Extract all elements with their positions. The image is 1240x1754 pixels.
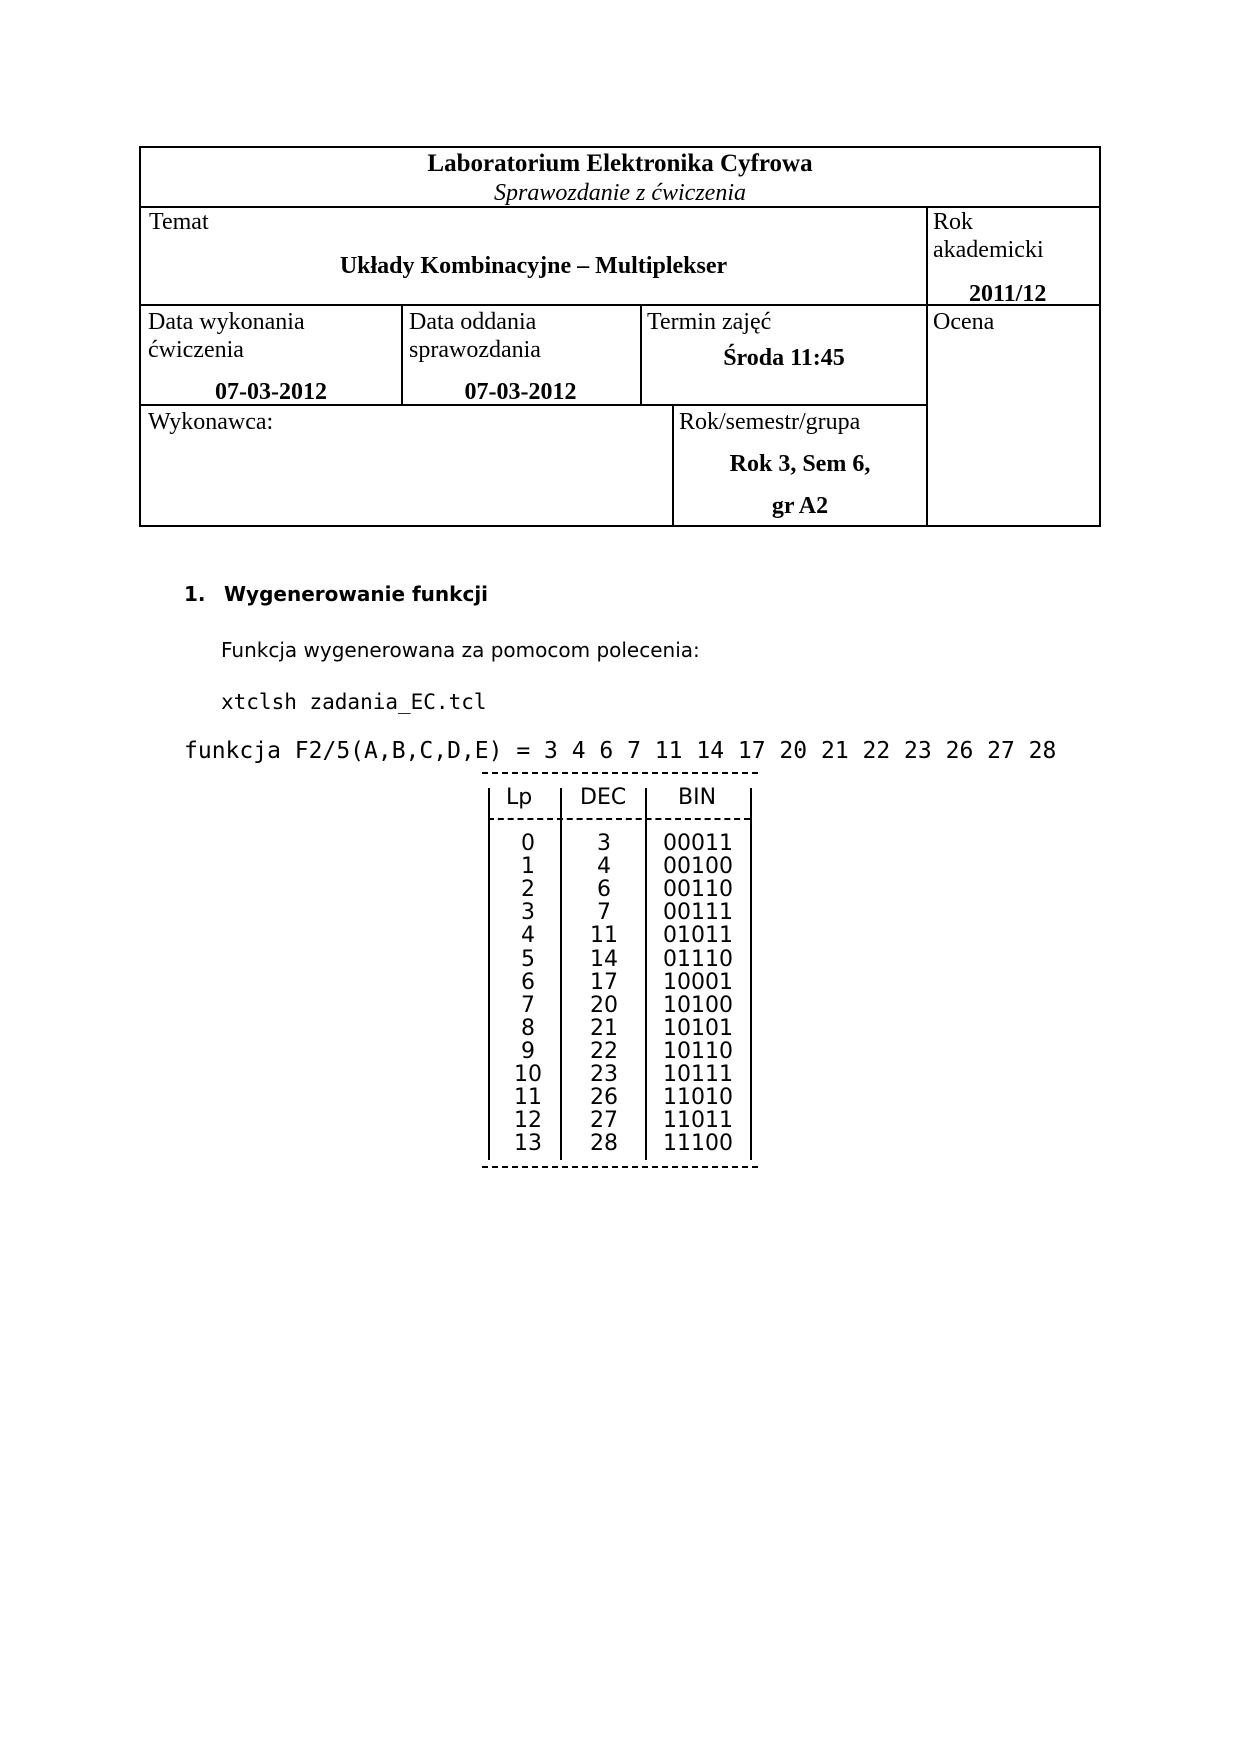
function-definition: funkcja F2/5(A,B,C,D,E) = 3 4 6 7 11 14 17 20 21 22 23 26 27 28 xyxy=(184,738,1057,764)
data-wykonania-label: Data wykonania ćwiczenia xyxy=(148,309,305,363)
wykonawca-label: Wykonawca: xyxy=(148,409,274,435)
report-header-table xyxy=(139,146,1101,527)
cell-bin: 10101 xyxy=(663,1015,733,1041)
section-heading xyxy=(184,582,488,606)
table-row xyxy=(482,901,758,924)
cell-lp: 6 xyxy=(521,969,535,995)
report-subtitle: Sprawozdanie z ćwiczenia xyxy=(494,180,746,206)
cell-lp: 8 xyxy=(521,1015,535,1041)
cell-dec: 28 xyxy=(590,1131,618,1157)
table-row xyxy=(482,1017,758,1040)
table-row xyxy=(482,832,758,855)
command-line: xtclsh zadania_EC.tcl xyxy=(221,690,487,714)
cell-bin: 11011 xyxy=(663,1108,733,1134)
cell-dec: 21 xyxy=(590,1015,618,1041)
cell-bin: 00100 xyxy=(663,854,733,880)
cell-dec: 20 xyxy=(590,992,618,1018)
data-oddania-value: 07-03-2012 xyxy=(464,379,577,405)
cell-lp: 5 xyxy=(521,946,535,972)
cell-bin: 10110 xyxy=(663,1038,733,1064)
cell-dec: 23 xyxy=(590,1062,618,1087)
header-lp: Lp xyxy=(506,785,533,810)
cell-bin: 10111 xyxy=(663,1062,733,1087)
cell-bin: 10001 xyxy=(663,969,733,995)
table-row xyxy=(482,855,758,878)
grupa-value-line2: gr A2 xyxy=(771,493,829,519)
cell-bin: 11010 xyxy=(663,1085,733,1111)
rok-akademicki-label: Rok akademicki xyxy=(933,209,1044,263)
cell-bin: 00011 xyxy=(663,831,733,856)
cell-dec: 27 xyxy=(590,1108,618,1134)
termin-label: Termin zajęć xyxy=(647,309,772,335)
termin-value: Środa 11:45 xyxy=(723,345,845,371)
rok-akademicki-value: 2011/12 xyxy=(969,281,1047,307)
truth-table-header xyxy=(482,786,758,809)
table-row xyxy=(482,1063,758,1086)
cell-bin: 00111 xyxy=(663,900,733,926)
cell-bin: 00110 xyxy=(663,877,733,903)
table-row xyxy=(482,994,758,1017)
table-row xyxy=(482,924,758,947)
data-wykonania-value: 07-03-2012 xyxy=(215,379,327,405)
cell-lp: 13 xyxy=(514,1131,542,1157)
cell-lp: 12 xyxy=(514,1108,542,1134)
cell-lp: 9 xyxy=(521,1038,535,1064)
section-number: 1. xyxy=(184,582,206,606)
cell-dec: 3 xyxy=(597,831,611,856)
cell-lp: 11 xyxy=(514,1085,542,1111)
cell-lp: 2 xyxy=(521,877,535,903)
cell-lp: 1 xyxy=(521,854,535,880)
cell-bin: 01011 xyxy=(663,923,733,949)
section-title: Wygenerowanie funkcji xyxy=(224,582,489,606)
header-dec: DEC xyxy=(580,785,627,810)
section-paragraph: Funkcja wygenerowana za pomocom polecenia: xyxy=(221,638,700,662)
cell-lp: 10 xyxy=(514,1062,542,1087)
grupa-value-line1: Rok 3, Sem 6, xyxy=(729,451,871,477)
cell-dec: 6 xyxy=(597,877,611,903)
cell-dec: 26 xyxy=(590,1085,618,1111)
cell-bin: 11100 xyxy=(663,1131,733,1157)
header-bin: BIN xyxy=(678,785,717,810)
table-row xyxy=(482,878,758,901)
cell-lp: 7 xyxy=(521,992,535,1018)
table-row xyxy=(482,1132,758,1155)
lab-title: Laboratorium Elektronika Cyfrowa xyxy=(427,150,813,177)
table-row xyxy=(482,971,758,994)
cell-dec: 11 xyxy=(590,923,618,949)
table-row xyxy=(482,1040,758,1063)
cell-dec: 4 xyxy=(597,854,611,880)
cell-dec: 14 xyxy=(590,946,618,972)
cell-bin: 01110 xyxy=(663,946,733,972)
temat-label: Temat xyxy=(149,209,209,235)
cell-lp: 4 xyxy=(521,923,535,949)
cell-lp: 0 xyxy=(521,831,535,856)
grupa-label: Rok/semestr/grupa xyxy=(679,409,861,435)
table-row xyxy=(482,1109,758,1132)
cell-dec: 7 xyxy=(597,900,611,926)
cell-bin: 10100 xyxy=(663,992,733,1018)
temat-value: Układy Kombinacyjne – Multiplekser xyxy=(339,253,728,279)
data-oddania-label: Data oddania sprawozdania xyxy=(409,309,541,363)
cell-dec: 17 xyxy=(590,969,618,995)
table-row xyxy=(482,1086,758,1109)
cell-dec: 22 xyxy=(590,1038,618,1064)
ocena-label: Ocena xyxy=(933,309,995,335)
cell-lp: 3 xyxy=(521,900,535,926)
table-row xyxy=(482,948,758,971)
